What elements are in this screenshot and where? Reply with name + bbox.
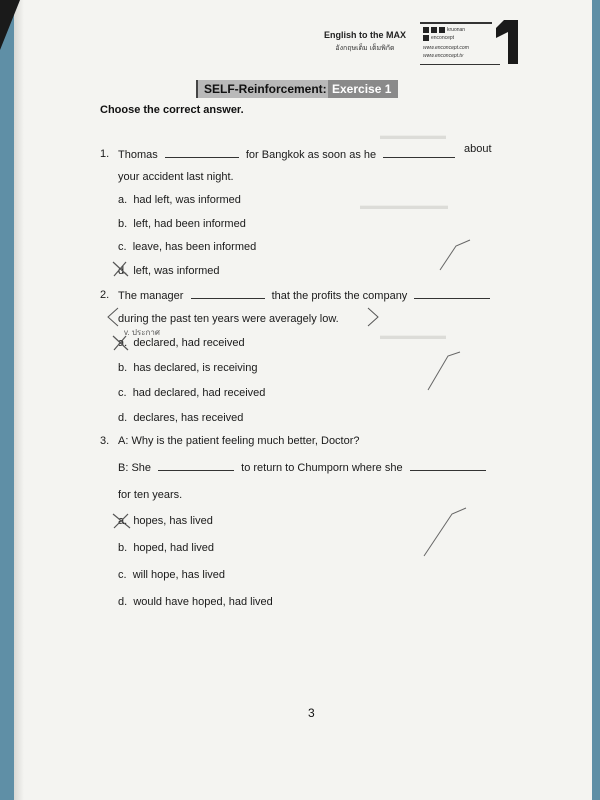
option-letter: a. — [118, 194, 128, 206]
option-text: hopes, has lived — [133, 515, 213, 527]
show-through: ▬▬▬▬▬▬▬▬ — [360, 200, 448, 212]
option-text: hoped, had lived — [133, 542, 215, 554]
social-handle: enconcept — [431, 35, 455, 41]
check-mark-q2 — [428, 352, 460, 390]
q1-text-a: Thomas — [118, 149, 158, 161]
q2-text-a: The manager — [118, 290, 184, 302]
q1-text-b: for Bangkok as soon as he — [245, 149, 377, 161]
option-text: left, was informed — [133, 265, 220, 277]
option-text: left, had been informed — [133, 218, 246, 230]
brand-subtitle: อังกฤษเต็ม เต็มพิกัด — [335, 45, 395, 52]
option-letter: b. — [118, 218, 128, 230]
instruction: Choose the correct answer. — [100, 104, 244, 116]
question-number: 3. — [100, 435, 110, 447]
option-text: will hope, has lived — [132, 569, 226, 581]
page-number: 3 — [308, 706, 315, 720]
banner-title: SELF-Reinforcement: — [204, 82, 327, 96]
option-text: had declared, had received — [132, 387, 266, 399]
option-text: declares, has received — [133, 412, 244, 424]
brand-title: English to the MAX — [324, 30, 406, 40]
show-through: ▬▬▬▬▬▬ — [380, 130, 446, 142]
option-letter: d. — [118, 412, 128, 424]
option-letter: a. — [118, 337, 128, 349]
check-mark-q3 — [424, 508, 466, 556]
question-text: A: Why is the patient feeling much better, Doctor? — [118, 435, 360, 447]
question-number: 1. — [100, 148, 110, 160]
banner-exercise: Exercise 1 — [332, 82, 392, 96]
option-text: has declared, is receiving — [133, 362, 258, 374]
q2-text-b: that the profits the company — [271, 290, 408, 302]
q3-text-a: B: She — [118, 462, 152, 474]
show-through: ▬▬▬▬▬▬ — [380, 330, 446, 342]
social-handle: kruonan — [447, 27, 466, 33]
answer-mark-q2 — [113, 336, 128, 350]
option-text: leave, has been informed — [132, 241, 257, 253]
option-letter: c. — [118, 241, 127, 253]
handwritten-note: v. ประกาศ — [124, 328, 160, 337]
answer-mark-q1 — [113, 262, 128, 276]
question-number: 2. — [100, 289, 110, 301]
url-1: www.enconcept.com — [423, 45, 469, 51]
option-letter: d. — [118, 265, 128, 277]
bracket-right-q2 — [368, 308, 378, 326]
option-letter: b. — [118, 362, 128, 374]
question-text-cont: for ten years. — [118, 489, 183, 501]
question-text-cont: your accident last night. — [118, 171, 234, 183]
option-text: declared, had received — [133, 337, 245, 349]
bracket-left-q2 — [108, 308, 118, 326]
option-text: would have hoped, had lived — [133, 596, 273, 608]
option-letter: b. — [118, 542, 128, 554]
option-letter: a. — [118, 515, 128, 527]
url-2: www.enconcept.tv — [423, 53, 464, 59]
option-letter: c. — [118, 569, 127, 581]
check-mark-q1 — [440, 240, 470, 270]
option-letter: c. — [118, 387, 127, 399]
q3-text-b: to return to Chumporn where she — [241, 462, 403, 474]
question-text-cont: during the past ten years were averagely low. — [118, 313, 339, 325]
answer-mark-q3 — [113, 514, 130, 528]
q1-text-c: about — [464, 143, 492, 155]
option-letter: d. — [118, 596, 128, 608]
option-text: had left, was informed — [133, 194, 241, 206]
